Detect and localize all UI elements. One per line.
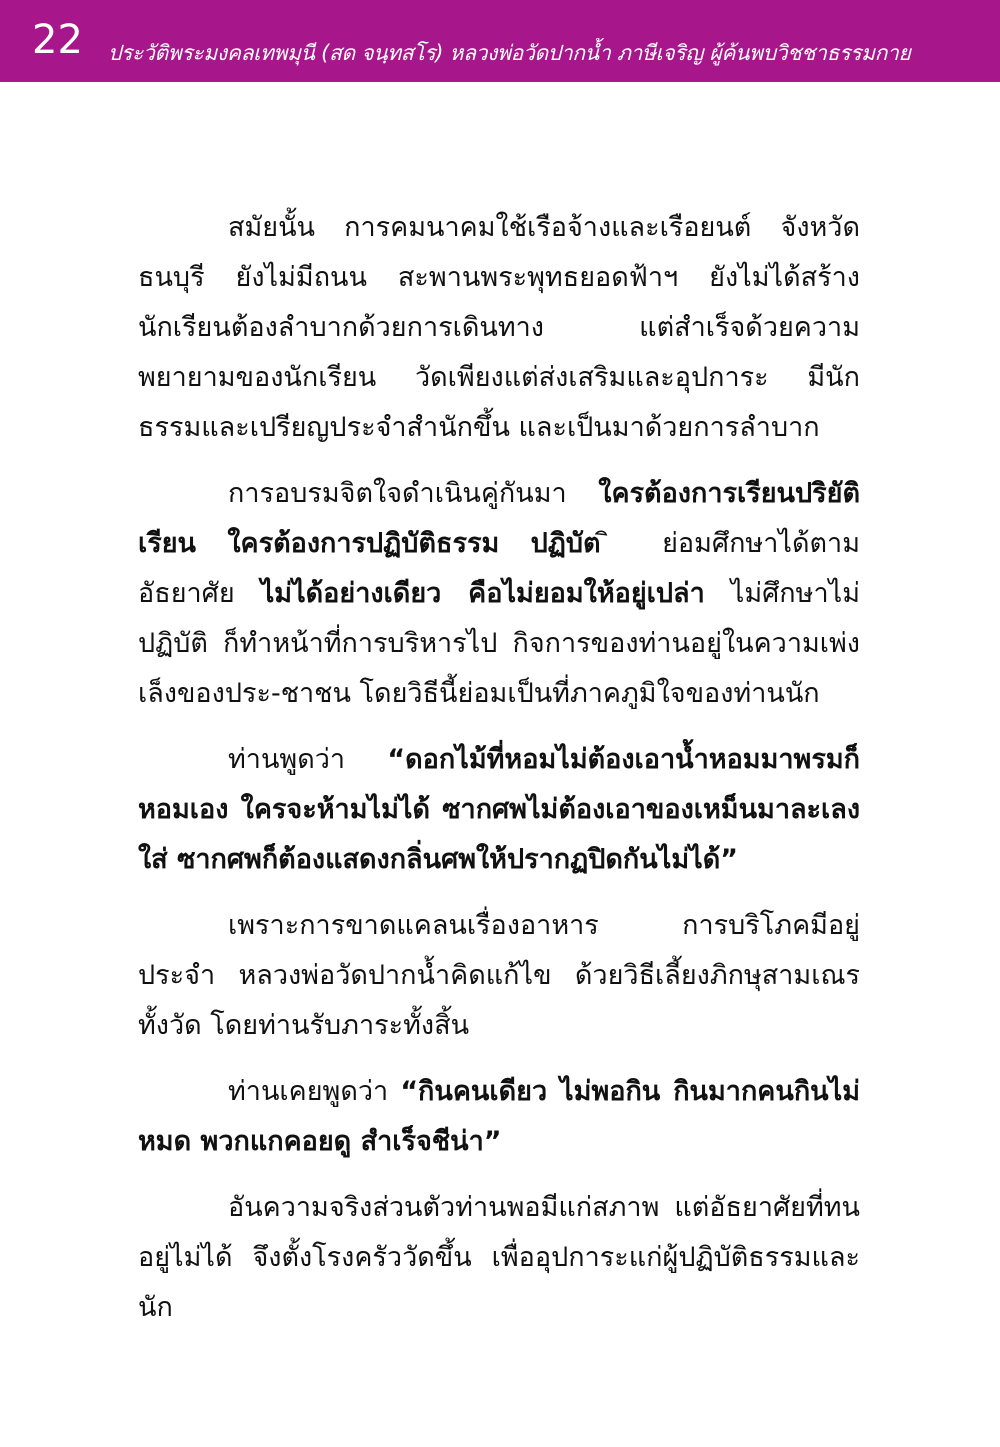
paragraph-6-text: อันความจริงส่วนตัวท่านพอมีแก่สภาพ แต่อัธยาศัยที่ทนอยู่ไม่ได้ จึงตั้งโรงครัววัดขึ้น เพื่ออุปการะแก่ผู้ปฏิบัติธรรมและนัก	[138, 1192, 860, 1323]
paragraph-5	[138, 1067, 860, 1167]
paragraph-5-quote: “กินคนเดียว ไม่พอกิน กินมากคนกินไม่หมด พวกแกคอยดู สำเร็จชีน่า”	[138, 1076, 861, 1157]
paragraph-2	[138, 469, 860, 719]
paragraph-1	[138, 203, 860, 453]
paragraph-4-text: เพราะการขาดแคลนเรื่องอาหาร การบริโภคมีอยู่ประจำ หลวงพ่อวัดปากน้ำคิดแก้ไข ด้วยวิธีเลี้ยงภิกษุสามเณรทั้งวัด โดยท่านรับภาระทั้งสิ้น	[138, 910, 860, 1041]
paragraph-2-text-c: ิ ย่อมศึกษาได้ตามอัธยาศัย	[138, 528, 860, 609]
page-header	[0, 0, 1000, 82]
paragraph-3	[138, 735, 860, 885]
page-body	[138, 203, 860, 1349]
paragraph-4	[138, 901, 860, 1051]
paragraph-3-quote: “ดอกไม้ที่หอมไม่ต้องเอาน้ำหอมมาพรมก็หอมเอง ใครจะห้ามไม่ได้ ซากศพไม่ต้องเอาของเหม็นมาละเลงใส่ ซากศพก็ต้องแสดงกลิ่นศพให้ปรากฏปิดกันไม่ได้”	[138, 744, 860, 875]
paragraph-2-bold-d: ไม่ได้อย่างเดียว คือไม่ยอมให้อยู่เปล่า	[260, 578, 705, 609]
page-number: 22	[32, 17, 83, 63]
paragraph-3-text-a: ท่านพูดว่า	[228, 744, 388, 775]
paragraph-6	[138, 1183, 860, 1333]
paragraph-2-text-e: ไม่ศึกษาไม่ปฏิบัติ ก็ทำหน้าที่การบริหารไป กิจการของท่านอยู่ในความเพ่งเล็งของประ-ชาชน โดยวิธีนี้ย่อมเป็นที่ภาคภูมิใจของท่านนัก	[138, 578, 860, 709]
paragraph-2-bold-b: ใครต้องการเรียนปริยัติเรียน ใครต้องการปฏิบัติธรรม ปฏิบัต	[138, 478, 860, 559]
paragraph-2-text-a: การอบรมจิตใจดำเนินคู่กันมา	[228, 478, 599, 509]
paragraph-5-text-a: ท่านเคยพูดว่า	[228, 1076, 401, 1107]
running-title: ประวัติพระมงคลเทพมุนี (สด จนฺทสโร) หลวงพ่อวัดปากน้ำ ภาษีเจริญ ผู้ค้นพบวิชชาธรรมกาย	[108, 41, 911, 65]
paragraph-1-text: สมัยนั้น การคมนาคมใช้เรือจ้างและเรือยนต์ จังหวัดธนบุรี ยังไม่มีถนน สะพานพระพุทธยอดฟ้าฯ ยังไม่ได้สร้าง นักเรียนต้องลำบากด้วยการเดินทาง แต่สำเร็จด้วยความพยายามของนักเรียน วัดเพียงแต่ส่งเสริมและอุปการะ มีนักธรรมและเปรียญประจำสำนักขึ้น และเป็นมาด้วยการลำบาก	[138, 212, 860, 443]
